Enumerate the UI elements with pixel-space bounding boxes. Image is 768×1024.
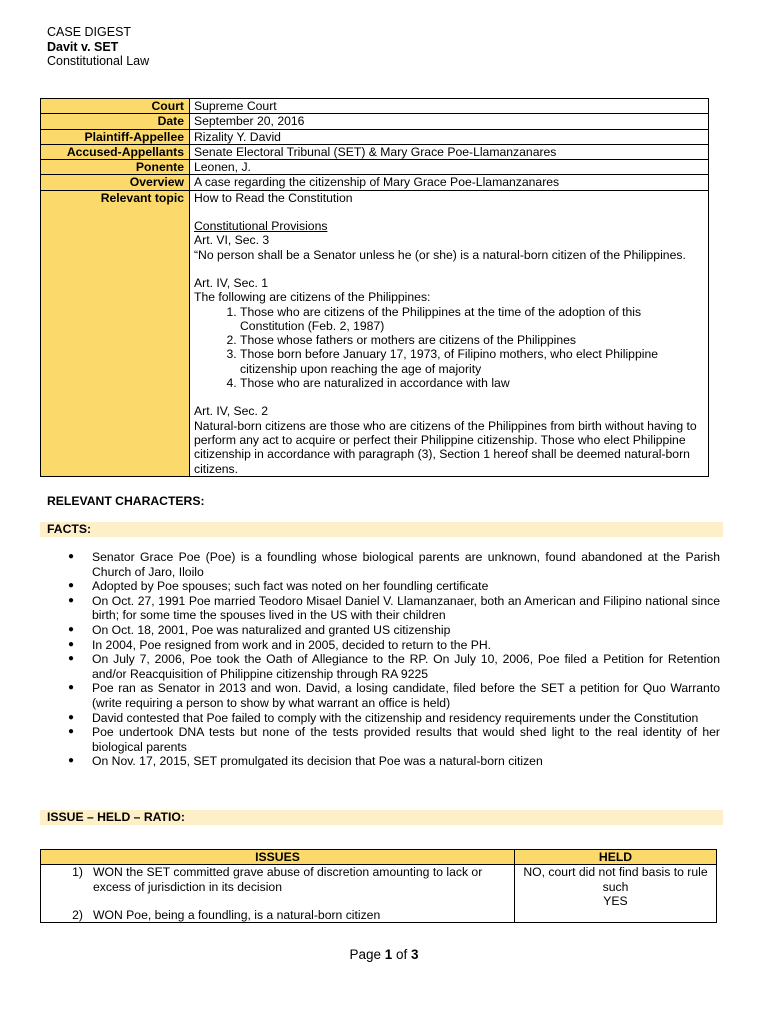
relevant-topic-content: [190, 190, 709, 476]
info-row: [41, 114, 709, 129]
page-footer: [0, 947, 768, 962]
info-value: Senate Electoral Tribunal (SET) & Mary Grace Poe-Llamanzanares: [190, 144, 709, 159]
issue-number: 1): [72, 865, 83, 880]
fact-item: ● David contested that Poe failed to comply with the citizenship and residency requirements under the Constitution: [68, 710, 699, 725]
topic-title: How to Read the Constitution: [194, 190, 353, 205]
of-word: of: [396, 947, 408, 962]
fact-item: ● On July 7, 2006, Poe took the Oath of Allegiance to the RP. On July 10, 2006, Poe filed a Petition for Retention and/or Reacquisition of Philippine citizenship through RA 9225: [68, 652, 720, 681]
held-text: NO, court did not find basis to rule such: [523, 865, 708, 894]
bullet-icon: ●: [68, 653, 75, 665]
issues-table: [40, 849, 717, 923]
provision-text: “No person shall be a Senator unless he (or she) is a natural-born citizen of the Philippines.: [194, 247, 686, 262]
fact-item: ● On Nov. 17, 2015, SET promulgated its decision that Poe was a natural-born citizen: [68, 754, 543, 769]
info-label: Court: [41, 99, 190, 114]
document-header: [47, 25, 149, 69]
info-label: Overview: [41, 175, 190, 190]
info-label: Date: [41, 114, 190, 129]
provision-text: Natural-born citizens are those who are citizens of the Philippines from birth without having to perform any act to acquire or perfect their Philippine citizenship. Those who elect Philippine citizenship in accordance with paragraph (3), Section 1 hereof shall be deemed natural-born citizens.: [194, 418, 697, 476]
page-word: Page: [349, 947, 381, 962]
info-value: A case regarding the citizenship of Mary Grace Poe-Llamanzanares: [190, 175, 709, 190]
info-row: [41, 175, 709, 190]
info-label: Plaintiff-Appellee: [41, 129, 190, 144]
issue-item: [41, 908, 514, 922]
issues-body-row: [41, 865, 717, 923]
doc-type: CASE DIGEST: [47, 25, 132, 39]
issues-column-header: ISSUES: [41, 850, 515, 865]
case-info-table: [40, 98, 709, 477]
citizen-list-item: 3. Those born before January 17, 1973, of Filipino mothers, who elect Philippine citizenship upon reaching the age of majority: [240, 347, 704, 376]
bullet-icon: ●: [68, 638, 75, 650]
bullet-icon: ●: [68, 726, 75, 738]
issues-cell: [41, 865, 515, 923]
subject: Constitutional Law: [47, 54, 150, 68]
issue-held-ratio-heading: ISSUE – HELD – RATIO:: [40, 810, 723, 825]
info-value: September 20, 2016: [190, 114, 709, 129]
held-column-header: HELD: [515, 850, 717, 865]
bullet-icon: ●: [68, 580, 75, 592]
citizen-list-item: 1. Those who are citizens of the Philippines at the time of the adoption of this Constitution (Feb. 2, 1987): [240, 305, 704, 334]
provision-ref: Art. IV, Sec. 1: [194, 275, 269, 290]
issue-item: [41, 865, 514, 894]
fact-item: ● Poe ran as Senator in 2013 and won. David, a losing candidate, filed before the SET a petition for Quo Warranto (write requiring a person to show by what warrant an office is held): [68, 681, 720, 710]
held-text: YES: [603, 893, 628, 908]
fact-item: ● On Oct. 18, 2001, Poe was naturalized and granted US citizenship: [68, 622, 451, 637]
bullet-icon: ●: [68, 755, 75, 767]
info-label: Accused-Appellants: [41, 144, 190, 159]
info-row: [41, 160, 709, 175]
bullet-icon: ●: [68, 551, 75, 562]
total-pages: 3: [411, 947, 419, 962]
info-row: [41, 129, 709, 144]
citizen-list-item: 4. Those who are naturalized in accordance with law: [240, 376, 704, 390]
relevant-characters-heading: RELEVANT CHARACTERS:: [47, 494, 205, 508]
provision-ref: Art. IV, Sec. 2: [194, 404, 269, 419]
provision-intro: The following are citizens of the Philippines:: [194, 290, 431, 305]
info-row: [41, 99, 709, 114]
issue-text: WON Poe, being a foundling, is a natural-born citizen: [93, 907, 381, 922]
current-page: 1: [384, 947, 393, 962]
provisions-heading: Constitutional Provisions: [194, 219, 328, 234]
bullet-icon: ●: [68, 711, 75, 723]
info-row: [41, 144, 709, 159]
facts-heading: FACTS:: [40, 522, 723, 537]
case-title: Davit v. SET: [47, 39, 119, 54]
issue-number: 2): [72, 907, 83, 922]
provision-ref: Art. VI, Sec. 3: [194, 233, 270, 248]
fact-item: ● On Oct. 27, 1991 Poe married Teodoro Misael Daniel V. Llamanzanaer, both an American and Filipino national since birth; for some time the spouses lived in the US with their children: [68, 593, 720, 623]
fact-item: ● Adopted by Poe spouses; such fact was noted on her foundling certificate: [68, 579, 489, 594]
relevant-topic-row: [41, 190, 709, 476]
info-value: Rizality Y. David: [190, 129, 709, 144]
info-value: Leonen, J.: [190, 160, 709, 175]
info-label: Relevant topic: [41, 190, 190, 476]
facts-list: [47, 550, 720, 769]
bullet-icon: ●: [68, 682, 75, 694]
bullet-icon: ●: [68, 623, 75, 635]
fact-item: ● Poe undertook DNA tests but none of the tests provided results that would shed light to the real identity of her biological parents: [68, 725, 720, 754]
held-cell: [515, 865, 717, 923]
info-label: Ponente: [41, 160, 190, 175]
info-value: Supreme Court: [190, 99, 709, 114]
citizen-list-item: 2. Those whose fathers or mothers are citizens of the Philippines: [240, 333, 704, 347]
issues-header-row: [41, 850, 717, 865]
issue-text: WON the SET committed grave abuse of discretion amounting to lack or excess of jurisdiction in its decision: [93, 865, 483, 894]
citizen-list: [194, 305, 704, 391]
fact-item: ● In 2004, Poe resigned from work and in 2005, decided to return to the PH.: [68, 637, 492, 652]
fact-item: ● Senator Grace Poe (Poe) is a foundling whose biological parents are unknown, found abandoned at the Parish Church of Jaro, Iloilo: [68, 550, 720, 579]
bullet-icon: ●: [68, 594, 75, 606]
